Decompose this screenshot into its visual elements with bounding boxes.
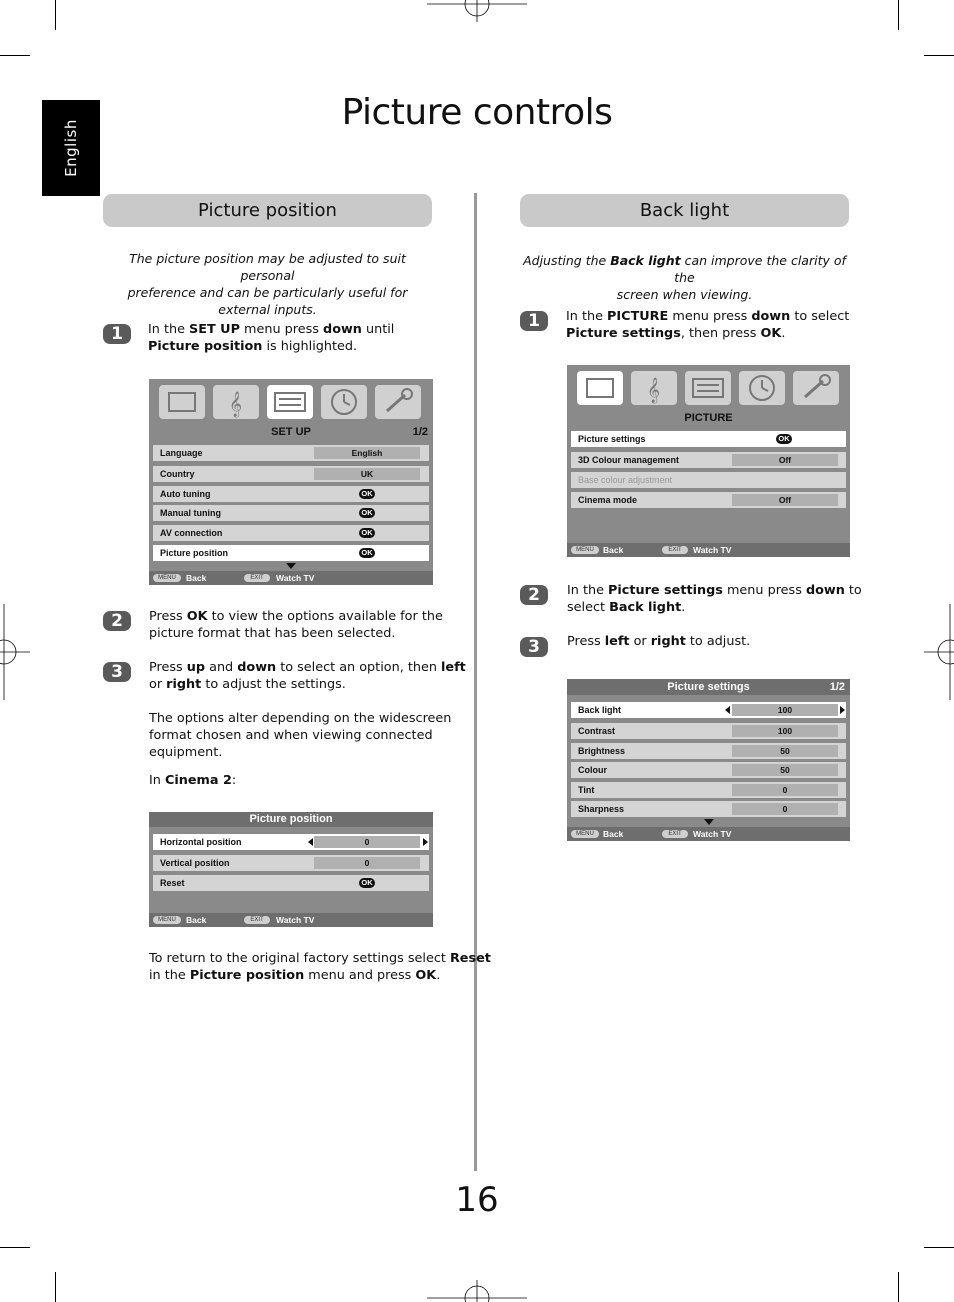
- svg-text:𝄞: 𝄞: [229, 392, 243, 417]
- sound-tab-icon[interactable]: [631, 371, 677, 405]
- crop-mark: [55, 1272, 56, 1302]
- menu-row-contrast[interactable]: Contrast 100: [571, 723, 846, 739]
- menu-footer: MENU Back EXIT Watch TV: [149, 571, 433, 585]
- crop-mark: [0, 1247, 30, 1248]
- menu-row-horizontal-position[interactable]: Horizontal position 0: [153, 834, 429, 850]
- sound-tab-icon[interactable]: [213, 385, 259, 419]
- menu-row-av-connection[interactable]: AV connection OK: [153, 525, 429, 541]
- exit-key: EXIT: [244, 574, 270, 582]
- exit-key: EXIT: [244, 916, 270, 924]
- crop-mark: [924, 55, 954, 56]
- menu-key: MENU: [153, 574, 181, 582]
- menu-row-tint[interactable]: Tint 0: [571, 782, 846, 798]
- picture-menu-screen: [567, 365, 850, 557]
- arrow-left-icon: [308, 838, 313, 846]
- section-header-picture-position: Picture position: [103, 194, 432, 227]
- menu-row-auto-tuning[interactable]: Auto tuning OK: [153, 486, 429, 502]
- menu-row-reset[interactable]: Reset OK: [153, 875, 429, 891]
- section-header-back-light: Back light: [520, 194, 849, 227]
- page-number: 16: [455, 1180, 499, 1220]
- menu-row-back-light[interactable]: Back light 100: [571, 702, 846, 718]
- crop-mark: [898, 0, 899, 30]
- crop-mark: [924, 1247, 954, 1248]
- menu-footer: MENU Back EXIT Watch TV: [567, 543, 850, 557]
- exit-key: EXIT: [662, 546, 688, 554]
- page-title: Picture controls: [341, 92, 613, 133]
- registration-mark-right: [924, 604, 954, 700]
- tools-tab-icon[interactable]: [375, 385, 421, 419]
- menu-title: PICTURE: [684, 412, 733, 424]
- menu-footer: MENU Back EXIT Watch TV: [149, 913, 433, 927]
- menu-row-manual-tuning[interactable]: Manual tuning OK: [153, 505, 429, 521]
- menu-row-colour[interactable]: Colour 50: [571, 762, 846, 778]
- menu-key: MENU: [153, 916, 181, 924]
- ok-icon: OK: [776, 434, 792, 444]
- menu-title: SET UP: [271, 426, 311, 438]
- picture-settings-menu-screen: [567, 679, 850, 841]
- menu-row-picture-settings[interactable]: Picture settings OK: [571, 431, 846, 447]
- scroll-down-icon: [704, 819, 714, 825]
- crop-mark: [0, 55, 30, 56]
- crop-mark: [898, 1272, 899, 1302]
- menu-row-sharpness[interactable]: Sharpness 0: [571, 801, 846, 817]
- exit-key: EXIT: [662, 830, 688, 838]
- menu-row-3d-colour-management[interactable]: 3D Colour management Off: [571, 452, 846, 468]
- step-number: 1: [103, 324, 131, 344]
- intro-text: Adjusting the Back light can improve the clarity of the screen when viewing.: [523, 253, 846, 302]
- options-text: The options alter depending on the widescreen format chosen and when viewing connected equipment.: [149, 711, 452, 760]
- menu-row-base-colour-adjustment: Base colour adjustment: [571, 472, 846, 488]
- step-text: In the Picture settings menu press down to select Back light.: [567, 583, 862, 615]
- menu-page-indicator: 1/2: [412, 426, 428, 438]
- picture-tab-icon[interactable]: [577, 371, 623, 405]
- ok-icon: OK: [359, 508, 375, 518]
- menu-key: MENU: [571, 546, 599, 554]
- menu-row-picture-position[interactable]: Picture position OK: [153, 545, 429, 561]
- ok-icon: OK: [359, 548, 375, 558]
- step-number: 3: [520, 637, 548, 657]
- step-number: 1: [520, 311, 548, 331]
- step-text: In the PICTURE menu press down to select Picture settings, then press OK.: [566, 309, 850, 341]
- menu-row-language[interactable]: Language English: [153, 445, 429, 461]
- registration-mark-left: [0, 604, 30, 700]
- intro-text: The picture position may be adjusted to suit personal preference and can be particularly useful for external inputs.: [127, 251, 408, 317]
- tools-tab-icon[interactable]: [793, 371, 839, 405]
- menu-row-vertical-position[interactable]: Vertical position 0: [153, 855, 429, 871]
- ok-icon: OK: [359, 878, 375, 888]
- menu-title: Picture settings: [667, 681, 750, 693]
- registration-mark-bottom: [427, 1280, 527, 1302]
- arrow-right-icon: [423, 838, 428, 846]
- step-text: Press left or right to adjust.: [567, 634, 751, 649]
- registration-mark-top: [427, 0, 527, 22]
- menu-row-cinema-mode[interactable]: Cinema mode Off: [571, 492, 846, 508]
- menu-key: MENU: [571, 830, 599, 838]
- arrow-left-icon: [725, 706, 730, 714]
- step-number: 2: [520, 585, 548, 605]
- menu-row-country[interactable]: Country UK: [153, 466, 429, 482]
- arrow-right-icon: [840, 706, 845, 714]
- crop-mark: [55, 0, 56, 30]
- setup-menu-screen: [149, 379, 433, 585]
- column-divider: [474, 193, 477, 1171]
- language-tab: English: [42, 100, 100, 196]
- svg-text:𝄞: 𝄞: [647, 378, 661, 403]
- ok-icon: OK: [359, 489, 375, 499]
- step-text: Press up and down to select an option, then left or right to adjust the settings.: [149, 660, 466, 692]
- cinema-text: In Cinema 2:: [149, 773, 237, 788]
- picture-position-menu-screen: [149, 812, 433, 927]
- step-number: 3: [103, 662, 131, 682]
- step-number: 2: [103, 611, 131, 631]
- menu-footer: MENU Back EXIT Watch TV: [567, 827, 850, 841]
- reset-text: To return to the original factory settings select Reset in the Picture position menu and press OK.: [149, 951, 491, 983]
- scroll-down-icon: [286, 563, 296, 569]
- setup-tab-icon[interactable]: [267, 385, 313, 419]
- step-text: In the SET UP menu press down until Picture position is highlighted.: [148, 322, 395, 354]
- timer-tab-icon[interactable]: [321, 385, 367, 419]
- menu-page-indicator: 1/2: [829, 681, 845, 693]
- timer-tab-icon[interactable]: [739, 371, 785, 405]
- menu-title: Picture position: [149, 812, 433, 827]
- step-text: Press OK to view the options available for the picture format that has been selected.: [149, 609, 443, 641]
- picture-tab-icon[interactable]: [159, 385, 205, 419]
- setup-tab-icon[interactable]: [685, 371, 731, 405]
- menu-row-brightness[interactable]: Brightness 50: [571, 743, 846, 759]
- ok-icon: OK: [359, 528, 375, 538]
